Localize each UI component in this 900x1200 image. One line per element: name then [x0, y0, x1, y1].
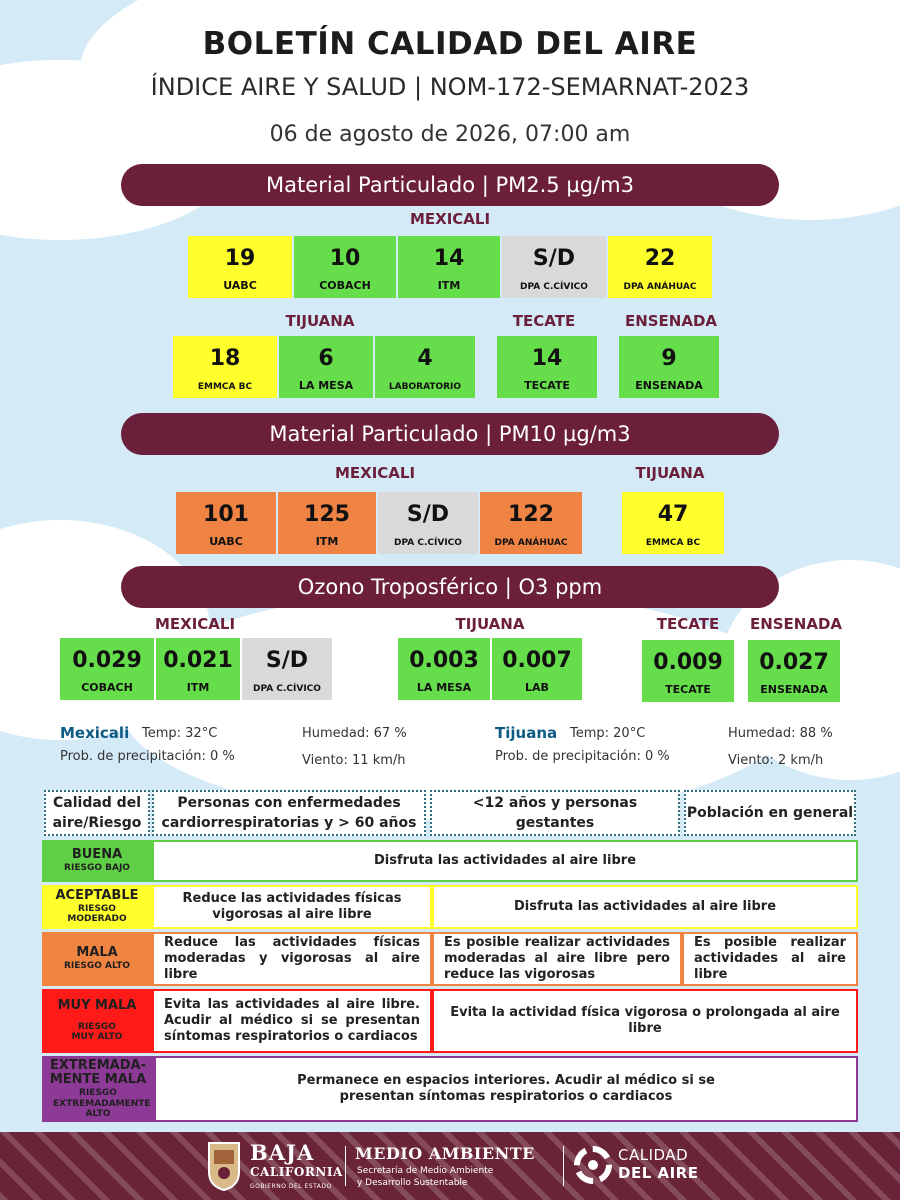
risk-advice-cardio: Reduce las actividades físicas moderadas y vigorosas al aire libre — [154, 934, 430, 984]
risk-advice-general: Disfruta las actividades al aire libre — [434, 887, 856, 927]
station-value: 22 — [644, 246, 676, 271]
station-name: ITM — [437, 279, 461, 292]
risk-level-aceptable — [42, 885, 152, 929]
risk-advice-general: Evita la actividad física vigorosa o prolongada al aire libre — [434, 991, 856, 1051]
pm25-banner: Material Particulado | PM2.5 µg/m3 — [121, 164, 779, 206]
baja-california-logo-line3: GOBIERNO DEL ESTADO — [250, 1183, 332, 1190]
risk-level-name: EXTREMADA-MENTE MALA — [49, 1057, 147, 1088]
o3-station-lab — [492, 638, 582, 700]
page-title: BOLETÍN CALIDAD DEL AIRE — [202, 26, 698, 62]
risk-level-risk: RIESGO MUY ALTO — [71, 1022, 123, 1043]
station-value: 18 — [209, 346, 241, 371]
station-value: 47 — [657, 502, 689, 527]
table-header-cardio: Personas con enfermedades cardiorrespiratorias y > 60 años — [152, 790, 426, 836]
risk-row-extremadamente-mala — [42, 1056, 858, 1122]
pm25-mexicali-label: MEXICALI — [409, 210, 491, 228]
weather-temp-mexicali: Temp: 32°C — [142, 726, 218, 741]
station-name: ENSENADA — [760, 683, 828, 696]
weather-humidity-mexicali: Humedad: 67 % — [302, 726, 407, 741]
pm10-station-uabc — [176, 492, 276, 554]
risk-level-name: MALA — [76, 945, 118, 961]
risk-advice: Permanece en espacios interiores. Acudir al médico si se presentan síntomas respiratorios o cardiacos — [156, 1058, 856, 1120]
pm25-station-laboratorio — [375, 336, 475, 398]
pm25-station-la-mesa — [279, 336, 373, 398]
station-name: DPA C.CÍVICO — [520, 282, 588, 292]
station-name: ENSENADA — [635, 379, 703, 392]
pm10-mexicali-label: MEXICALI — [334, 464, 416, 482]
station-value: 101 — [203, 502, 249, 527]
medio-ambiente-logo-line1: Secretaría de Medio Ambiente — [357, 1166, 494, 1176]
station-name: COBACH — [319, 279, 371, 292]
pm25-tijuana-label: TIJUANA — [285, 312, 355, 330]
o3-ensenada-label: ENSENADA — [749, 615, 843, 633]
calidad-del-aire-logo-line1: CALIDAD — [618, 1146, 689, 1164]
station-name: EMMCA BC — [197, 382, 253, 392]
table-header-children: <12 años y personas gestantes — [430, 790, 680, 836]
pm25-station-emmca — [173, 336, 277, 398]
station-name: COBACH — [81, 681, 133, 694]
station-name: ITM — [186, 681, 210, 694]
medio-ambiente-logo-title: MEDIO AMBIENTE — [355, 1144, 535, 1163]
risk-row-aceptable — [42, 885, 858, 929]
o3-station-cobach — [60, 638, 154, 700]
station-value: 0.021 — [163, 648, 233, 673]
calidad-del-aire-logo-line2: DEL AIRE — [618, 1164, 699, 1182]
station-value: 10 — [329, 246, 361, 271]
o3-station-tecate — [642, 640, 734, 702]
footer-divider — [563, 1146, 564, 1186]
o3-banner: Ozono Troposférico | O3 ppm — [121, 566, 779, 608]
calidad-del-aire-icon — [574, 1146, 612, 1184]
station-name: LABORATORIO — [388, 382, 462, 392]
station-value: 14 — [433, 246, 465, 271]
station-value: 122 — [508, 502, 554, 527]
weather-city-mexicali: Mexicali — [60, 724, 130, 742]
station-value: 0.007 — [502, 648, 572, 673]
risk-level-name: MUY MALA — [57, 998, 137, 1014]
risk-level-name: BUENA — [71, 847, 123, 863]
risk-row-buena — [42, 840, 858, 882]
baja-california-shield-icon — [206, 1140, 242, 1192]
station-value: 0.003 — [409, 648, 479, 673]
station-name: UABC — [209, 535, 243, 548]
pm25-station-dpa-civico — [502, 236, 606, 298]
weather-wind-tijuana: Viento: 2 km/h — [728, 753, 824, 768]
weather-temp-tijuana: Temp: 20°C — [570, 726, 646, 741]
risk-advice-general: Es posible realizar actividades al aire libre — [684, 934, 856, 984]
pm10-station-emmca — [622, 492, 724, 554]
station-value: 19 — [224, 246, 256, 271]
station-name: LA MESA — [416, 681, 472, 694]
risk-level-risk: RIESGO ALTO — [63, 961, 131, 972]
risk-level-risk: RIESGO MODERADO — [67, 904, 127, 925]
station-name: DPA ANÁHUAC — [623, 282, 697, 292]
station-value: 9 — [661, 346, 677, 371]
pm10-banner: Material Particulado | PM10 µg/m3 — [121, 413, 779, 455]
o3-station-itm — [156, 638, 240, 700]
risk-row-muy-mala — [42, 989, 858, 1053]
station-name: LA MESA — [298, 379, 354, 392]
page-subtitle: ÍNDICE AIRE Y SALUD | NOM-172-SEMARNAT-2023 — [150, 73, 750, 101]
risk-advice: Disfruta las actividades al aire libre — [154, 842, 856, 880]
station-name: UABC — [223, 279, 257, 292]
table-header-general: Población en general — [684, 790, 856, 836]
pm25-ensenada-label: ENSENADA — [624, 312, 718, 330]
risk-level-buena — [42, 840, 152, 882]
o3-tijuana-label: TIJUANA — [455, 615, 525, 633]
pm25-station-itm — [398, 236, 500, 298]
risk-level-muy-mala — [42, 989, 152, 1053]
pm10-station-dpa-civico — [378, 492, 478, 554]
medio-ambiente-logo-line2: y Desarrollo Sustentable — [357, 1178, 468, 1188]
risk-level-name: ACEPTABLE — [55, 888, 139, 904]
o3-mexicali-label: MEXICALI — [154, 615, 236, 633]
station-name: DPA ANÁHUAC — [494, 538, 568, 548]
risk-level-risk: RIESGO EXTREMADAMENTE ALTO — [53, 1088, 151, 1120]
bulletin-date: 06 de agosto de 2026, 07:00 am — [269, 122, 631, 147]
risk-row-mala — [42, 932, 858, 986]
pm25-station-dpa-anahuac — [608, 236, 712, 298]
station-value: 6 — [318, 346, 334, 371]
station-value: S/D — [406, 502, 450, 527]
baja-california-logo-line1: BAJA — [250, 1140, 315, 1165]
weather-city-tijuana: Tijuana — [495, 724, 558, 742]
station-value: 125 — [304, 502, 350, 527]
station-name: LAB — [525, 681, 549, 694]
o3-station-la-mesa — [398, 638, 490, 700]
weather-precip-mexicali: Prob. de precipitación: 0 % — [60, 749, 235, 764]
station-name: DPA C.CÍVICO — [394, 538, 462, 548]
station-value: S/D — [532, 246, 576, 271]
o3-station-ensenada — [748, 640, 840, 702]
pm10-station-itm — [278, 492, 376, 554]
risk-advice-sensitive: Evita las actividades al aire libre. Acudir al médico si se presentan síntomas respiratorios o cardiacos — [154, 991, 430, 1051]
table-header-risk: Calidad del aire/Riesgo — [44, 790, 150, 836]
weather-humidity-tijuana: Humedad: 88 % — [728, 726, 833, 741]
station-value: S/D — [265, 648, 309, 673]
station-name: EMMCA BC — [645, 538, 701, 548]
station-value: 4 — [417, 346, 433, 371]
pm25-station-cobach — [294, 236, 396, 298]
baja-california-logo-line2: CALIFORNIA — [250, 1165, 343, 1179]
pm10-station-dpa-anahuac — [480, 492, 582, 554]
pm25-station-uabc — [188, 236, 292, 298]
weather-wind-mexicali: Viento: 11 km/h — [302, 753, 406, 768]
pm25-tecate-label: TECATE — [512, 312, 576, 330]
weather-precip-tijuana: Prob. de precipitación: 0 % — [495, 749, 670, 764]
station-value: 0.029 — [72, 648, 142, 673]
station-name: DPA C.CÍVICO — [253, 684, 321, 694]
risk-advice-children: Es posible realizar actividades moderadas al aire libre pero reduce las vigorosas — [434, 934, 680, 984]
station-name: TECATE — [524, 379, 570, 392]
station-value: 14 — [531, 346, 563, 371]
footer-divider — [345, 1146, 346, 1186]
risk-level-mala — [42, 932, 152, 986]
station-value: 0.009 — [653, 650, 723, 675]
station-name: ITM — [315, 535, 339, 548]
pm25-station-ensenada — [619, 336, 719, 398]
pm25-station-tecate — [497, 336, 597, 398]
pm10-tijuana-label: TIJUANA — [635, 464, 705, 482]
station-name: TECATE — [665, 683, 711, 696]
station-value: 0.027 — [759, 650, 829, 675]
o3-station-dpa-civico — [242, 638, 332, 700]
risk-level-extremadamente-mala — [42, 1056, 154, 1122]
footer — [0, 1132, 900, 1200]
o3-tecate-label: TECATE — [656, 615, 720, 633]
risk-advice-sensitive: Reduce las actividades físicas vigorosas al aire libre — [154, 887, 430, 927]
risk-level-risk: RIESGO BAJO — [64, 863, 130, 874]
